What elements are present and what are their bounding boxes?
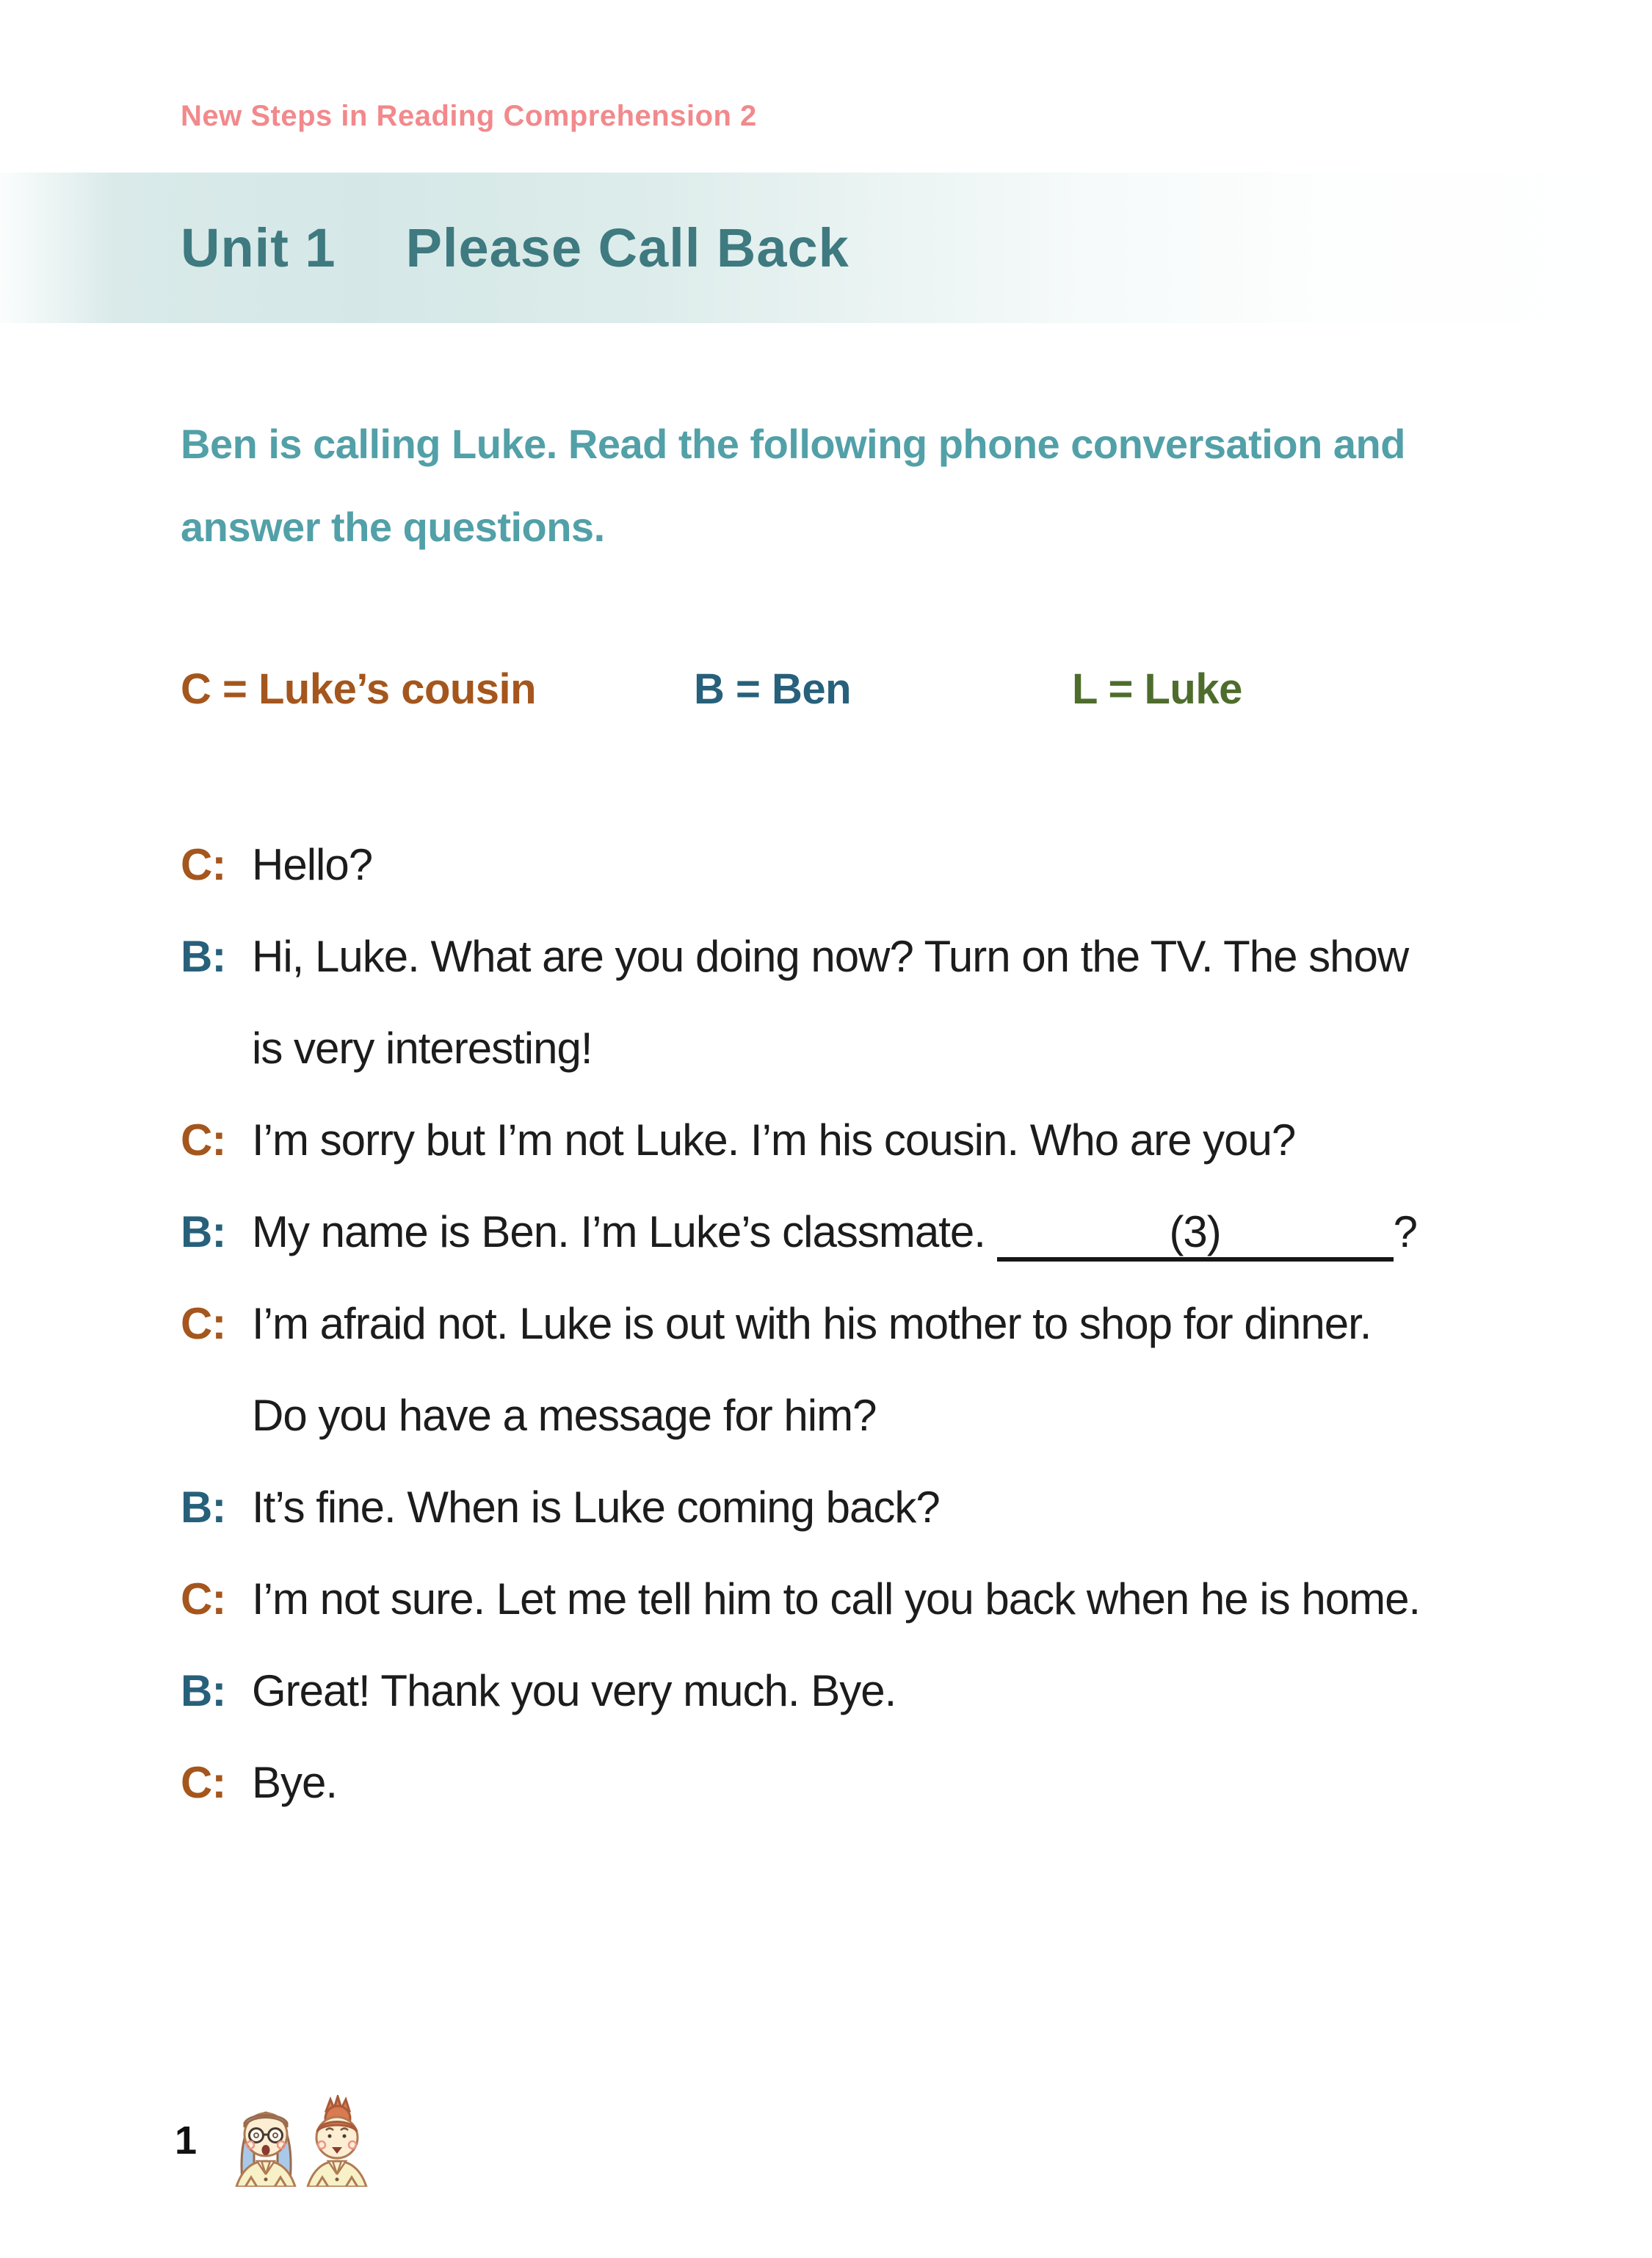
book-title: New Steps in Reading Comprehension 2 [181,100,757,132]
dialogue-text: Do you have a message for him? [252,1391,877,1440]
dialogue-text: I’m afraid not. Luke is out with his mother to shop for dinner. [252,1299,1372,1348]
instruction-line-2: answer the questions. [181,504,605,550]
student-blue-hair [236,2113,295,2187]
legend-item-cousin: C = Luke’s cousin [181,665,537,713]
dialogue-row [181,1553,1620,1645]
speaker-label: C: [181,1758,226,1807]
dialogue-text: I’m not sure. Let me tell him to call you back when he is home. [252,1574,1421,1624]
speaker-label: C: [181,840,226,889]
speaker-label: B: [181,1207,226,1256]
speaker-label: B: [181,1483,226,1532]
speaker-label: C: [181,1115,226,1165]
answer-blank-number: (3) [1169,1207,1221,1256]
dialogue-row [181,1002,1620,1094]
instruction-text [181,402,1561,568]
student-orange-hair [308,2096,366,2187]
dialogue-text: Hi, Luke. What are you doing now? Turn on the TV. The show [252,932,1409,981]
dialogue-text: Great! Thank you very much. Bye. [252,1666,896,1715]
phone-conversation [181,819,1620,1828]
dialogue-row [181,1645,1620,1737]
dialogue-text: It’s fine. When is Luke coming back? [252,1483,940,1532]
dialogue-text-after-blank: ? [1393,1207,1417,1256]
unit-banner [0,173,1652,323]
dialogue-text [252,1207,1417,1256]
dialogue-row [181,1737,1620,1828]
dialogue-text-before-blank: My name is Ben. I’m Luke’s classmate. [252,1207,997,1256]
speaker-label: C: [181,1574,226,1624]
dialogue-row [181,819,1620,911]
dialogue-text: Bye. [252,1758,338,1807]
speaker-label: B: [181,1666,226,1715]
speaker-legend [0,665,1652,716]
dialogue-text: I’m sorry but I’m not Luke. I’m his cousin. Who are you? [252,1115,1296,1165]
answer-blank-3 [997,1206,1394,1262]
unit-label: Unit 1 [181,217,336,278]
dialogue-row [181,911,1620,1002]
dialogue-row [181,1369,1620,1461]
dialogue-row [181,1461,1620,1553]
unit-title: Please Call Back [405,217,849,278]
dialogue-row [181,1278,1620,1369]
legend-item-ben: B = Ben [694,665,852,713]
dialogue-row [181,1094,1620,1186]
students-illustration [220,2095,378,2187]
speaker-label: B: [181,932,226,981]
speaker-label: C: [181,1299,226,1348]
instruction-line-1: Ben is calling Luke. Read the following phone conversation and [181,421,1405,467]
legend-item-luke: L = Luke [1072,665,1242,713]
dialogue-text: Hello? [252,840,373,889]
page-number: 1 [175,2118,198,2163]
dialogue-text: is very interesting! [252,1024,593,1073]
dialogue-row [181,1186,1620,1278]
